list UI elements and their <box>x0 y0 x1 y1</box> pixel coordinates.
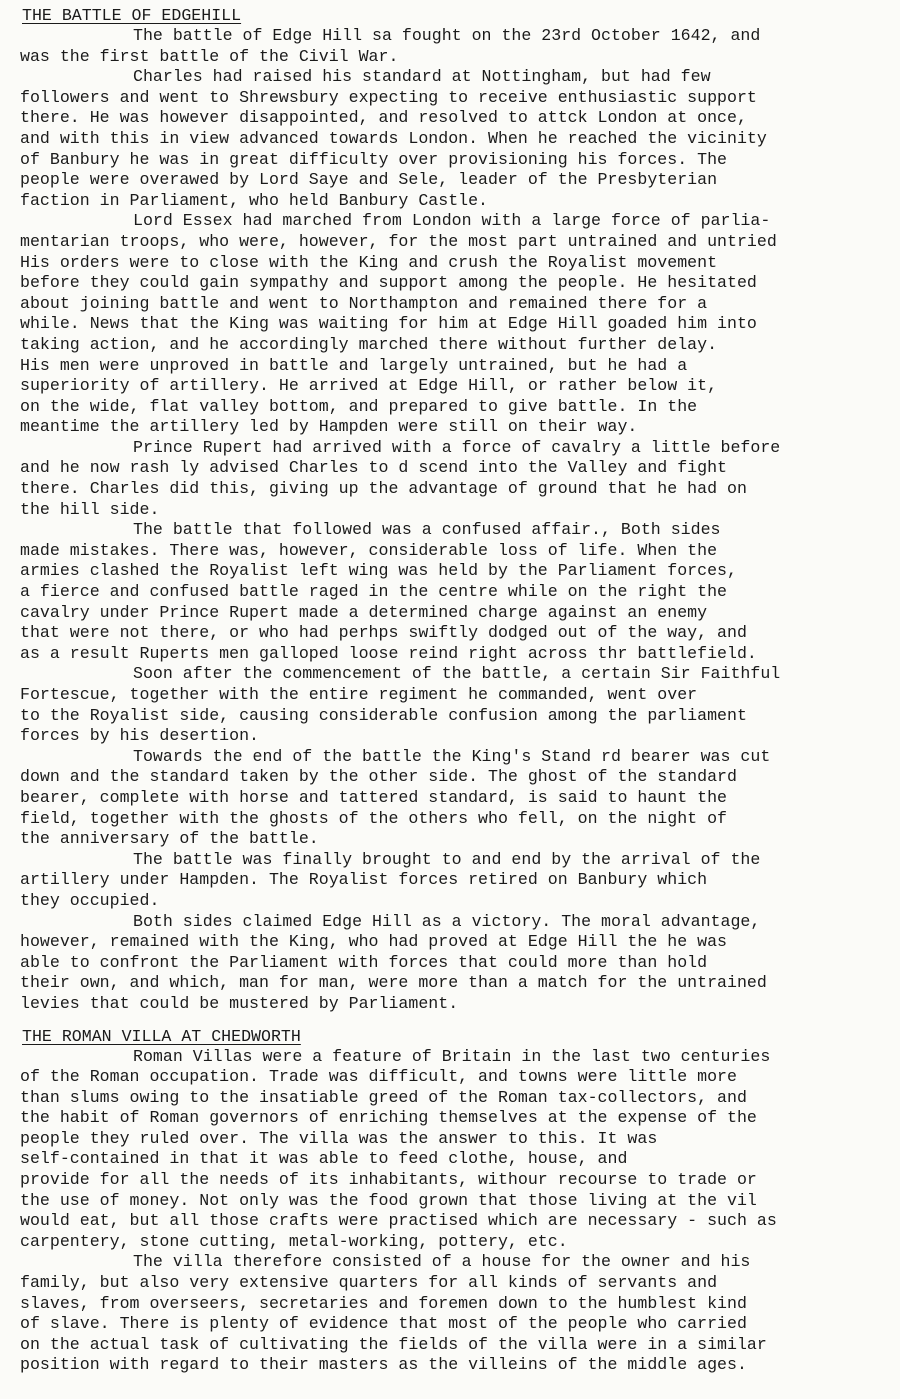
text-line: position with regard to their masters as the villeins of the middle ages. <box>20 1355 747 1375</box>
text-line: before they could gain sympathy and support among the people. He hesitated <box>20 273 757 293</box>
text-line: Fortescue, together with the entire regiment he commanded, went over <box>20 685 698 704</box>
text-line: their own, and which, man for man, were more than a match for the untrained <box>20 973 767 993</box>
text-line: artillery under Hampden. The Royalist forces retired on Banbury which <box>20 870 708 890</box>
text-line: His orders were to close with the King and crush the Royalist movement <box>20 252 718 272</box>
text-line: people were overawed by Lord Saye and Sele, leader of the Presbyterian <box>20 170 718 190</box>
section-1 <box>0 6 900 1015</box>
section-title: THE ROMAN VILLA AT CHEDWORTH <box>22 1026 301 1046</box>
text-line: The battle was finally brought to and end by the arrival of the <box>133 849 761 869</box>
text-line: field, together with the ghosts of the others who fell, on the night of <box>20 808 728 828</box>
text-line: taking action, and he accordingly marched there without further delay. <box>20 334 718 354</box>
text-line: the anniversary of the battle. <box>20 829 319 849</box>
text-line: The villa therefore consisted of a house for the owner and his <box>133 1252 751 1272</box>
text-line: Both sides claimed Edge Hill as a victory. The moral advantage, <box>133 911 761 931</box>
text-line: forces by his desertion. <box>20 726 259 746</box>
text-line: they occupied. <box>20 890 160 910</box>
text-line: provide for all the needs of its inhabitants, withour recourse to trade or <box>20 1170 757 1190</box>
text-line: and with this in view advanced towards London. When he reached the vicinity <box>20 128 767 148</box>
text-line: family, but also very extensive quarters for all kinds of servants and <box>20 1273 718 1293</box>
document-body <box>0 6 900 1376</box>
section-2 <box>0 1015 900 1377</box>
text-line: that were not there, or who had perhps swiftly dodged out of the way, and <box>20 623 747 643</box>
text-line: on the actual task of cultivating the fields of the villa were in a similar <box>20 1334 767 1354</box>
text-line: His men were unproved in battle and largely untrained, but he had a <box>20 355 688 375</box>
text-line: superiority of artillery. He arrived at Edge Hill, or rather below it, <box>20 376 718 396</box>
text-line: followers and went to Shrewsbury expecting to receive enthusiastic support <box>20 87 757 107</box>
text-line: made mistakes. There was, however, considerable loss of life. When the <box>20 540 718 560</box>
text-line: than slums owing to the insatiable greed of the Roman tax-collectors, and <box>20 1087 747 1107</box>
text-line: carpentery, stone cutting, metal-working, pottery, etc. <box>20 1231 568 1251</box>
text-line: meantime the artillery led by Hampden were still on their way. <box>20 417 638 437</box>
section-gap <box>0 1015 900 1027</box>
text-line: The battle that followed was a confused affair., Both sides <box>133 520 721 540</box>
text-line: was the first battle of the Civil War. <box>20 46 399 66</box>
text-line: would eat, but all those crafts were practised which are necessary - such as <box>20 1211 777 1231</box>
text-line: faction in Parliament, who held Banbury Castle. <box>20 190 489 210</box>
text-line: the habit of Roman governors of enriching themselves at the expense of the <box>20 1108 757 1128</box>
text-line: The battle of Edge Hill sa fought on the 23rd October 1642, and <box>133 26 761 45</box>
text-line: of Banbury he was in great difficulty over provisioning his forces. The <box>20 149 728 169</box>
text-line: Towards the end of the battle the King's Stand rd bearer was cut <box>133 746 771 766</box>
text-line: the hill side. <box>20 499 160 519</box>
text-line: and he now rash ly advised Charles to d scend into the Valley and fight <box>20 458 728 478</box>
text-line: able to confront the Parliament with forces that could more than hold <box>20 952 708 972</box>
text-line: on the wide, flat valley bottom, and prepared to give battle. In the <box>20 396 698 416</box>
text-line: Prince Rupert had arrived with a force of cavalry a little before <box>133 437 781 457</box>
text-line: Soon after the commencement of the battle, a certain Sir Faithful <box>133 664 781 684</box>
text-line: as a result Ruperts men galloped loose reind right across thr battlefield. <box>20 643 757 663</box>
text-line: there. Charles did this, giving up the advantage of ground that he had on <box>20 479 747 499</box>
text-line: levies that could be mustered by Parliament. <box>20 993 459 1013</box>
text-line: slaves, from overseers, secretaries and foremen down to the humblest kind <box>20 1293 747 1313</box>
text-line: Lord Essex had marched from London with a large force of parlia- <box>133 211 771 231</box>
text-line: about joining battle and went to Northampton and remained there for a <box>20 293 708 313</box>
text-line: while. News that the King was waiting for him at Edge Hill goaded him into <box>20 314 757 334</box>
text-line: Roman Villas were a feature of Britain in the last two centuries <box>133 1046 771 1066</box>
text-line: to the Royalist side, causing considerable confusion among the parliament <box>20 705 747 725</box>
text-line: armies clashed the Royalist left wing was held by the Parliament forces, <box>20 561 737 581</box>
text-line: Charles had raised his standard at Nottingham, but had few <box>133 67 711 87</box>
text-line: down and the standard taken by the other side. The ghost of the standard <box>20 767 737 787</box>
text-line: however, remained with the King, who had proved at Edge Hill the he was <box>20 932 728 952</box>
text-line: people they ruled over. The villa was the answer to this. It was <box>20 1128 658 1148</box>
text-line: of the Roman occupation. Trade was difficult, and towns were little more <box>20 1067 737 1087</box>
text-line: cavalry under Prince Rupert made a determined charge against an enemy <box>20 602 708 622</box>
text-line: the use of money. Not only was the food grown that those living at the vil <box>20 1190 757 1210</box>
section-title: THE BATTLE OF EDGEHILL <box>22 6 242 25</box>
text-line: a fierce and confused battle raged in the centre while on the right the <box>20 582 728 602</box>
text-line: there. He was however disappointed, and resolved to attck London at once, <box>20 108 747 128</box>
text-line: self-contained in that it was able to feed clothe, house, and <box>20 1149 628 1169</box>
text-line: bearer, complete with horse and tattered standard, is said to haunt the <box>20 787 728 807</box>
text-line: mentarian troops, who were, however, for the most part untrained and untried <box>20 231 777 251</box>
text-line: of slave. There is plenty of evidence that most of the people who carried <box>20 1314 747 1334</box>
